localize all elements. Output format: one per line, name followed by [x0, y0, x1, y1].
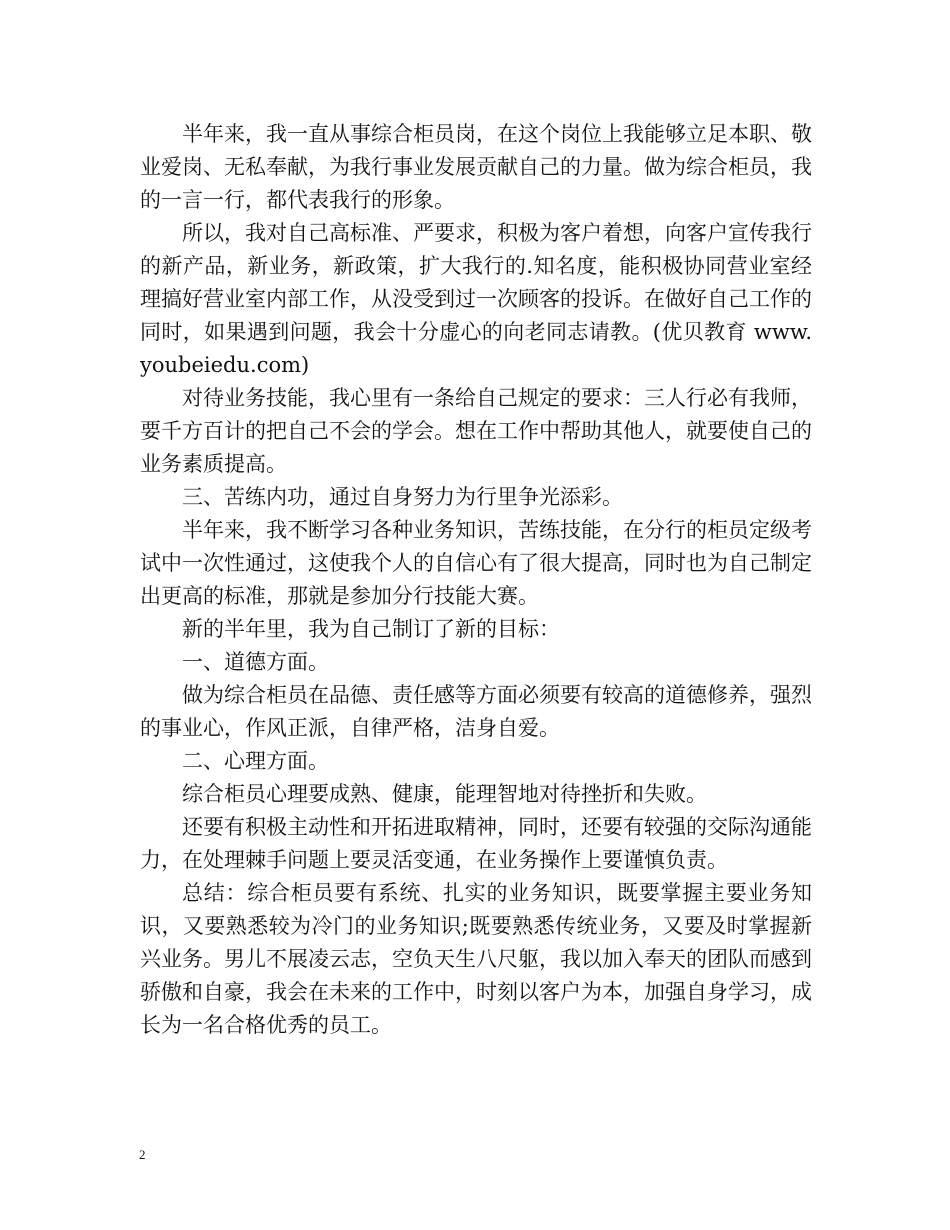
- summary-paragraph: 总结：综合柜员要有系统、扎实的业务知识，既要掌握主要业务知识，又要熟悉较为冷门的业务知识;既要熟悉传统业务，又要及时掌握新兴业务。男儿不展凌云志，空负天生八尺躯，我以加入奉天的团队而感到骄傲和自豪，我会在未来的工作中，时刻以客户为本，加强自身学习，成长为一名合格优秀的员工。: [140, 881, 812, 1037]
- paragraph-10: 综合柜员心理要成熟、健康，能理智地对待挫折和失败。: [182, 782, 707, 806]
- paragraph-3: 对待业务技能，我心里有一条给自己规定的要求：三人行必有我师，要千方百计的把自己不会的学会。想在工作中帮助其他人，就要使自己的业务素质提高。: [140, 386, 812, 476]
- paragraph-5: 半年来，我不断学习各种业务知识，苦练技能，在分行的柜员定级考试中一次性通过，这使我个人的自信心有了很大提高，同时也为自己制定出更高的标准，那就是参加分行技能大赛。: [140, 518, 812, 608]
- paragraph-2: 所以，我对自己高标准、严要求，积极为客户着想，向客户宣传我行的新产品，新业务，新政策，扩大我行的.知名度，能积极协同营业室经理搞好营业室内部工作，从没受到过一次顾客的投诉。在做好自己工作的同时，如果遇到问题，我会十分虚心的向老同志请教。(优贝教育 www.youbeiedu.com): [140, 221, 812, 377]
- section-heading-3: 三、苦练内功，通过自身努力为行里争光添彩。: [182, 485, 623, 509]
- paragraph-8: 做为综合柜员在品德、责任感等方面必须要有较高的道德修养，强烈的事业心，作风正派，自律严格，洁身自爱。: [140, 683, 812, 740]
- section-heading-2: 二、心理方面。: [182, 749, 329, 773]
- page-number: 2: [139, 1147, 146, 1162]
- paragraph-6: 新的半年里，我为自己制订了新的目标：: [182, 617, 560, 641]
- paragraph-1: 半年来，我一直从事综合柜员岗，在这个岗位上我能够立足本职、敬业爱岗、无私奉献，为我行事业发展贡献自己的力量。做为综合柜员，我的一言一行，都代表我行的形象。: [140, 122, 812, 212]
- document-body: [140, 118, 812, 1042]
- section-heading-1: 一、道德方面。: [182, 650, 329, 674]
- paragraph-11: 还要有积极主动性和开拓进取精神，同时，还要有较强的交际沟通能力，在处理棘手问题上要灵活变通，在业务操作上要谨慎负责。: [140, 815, 812, 872]
